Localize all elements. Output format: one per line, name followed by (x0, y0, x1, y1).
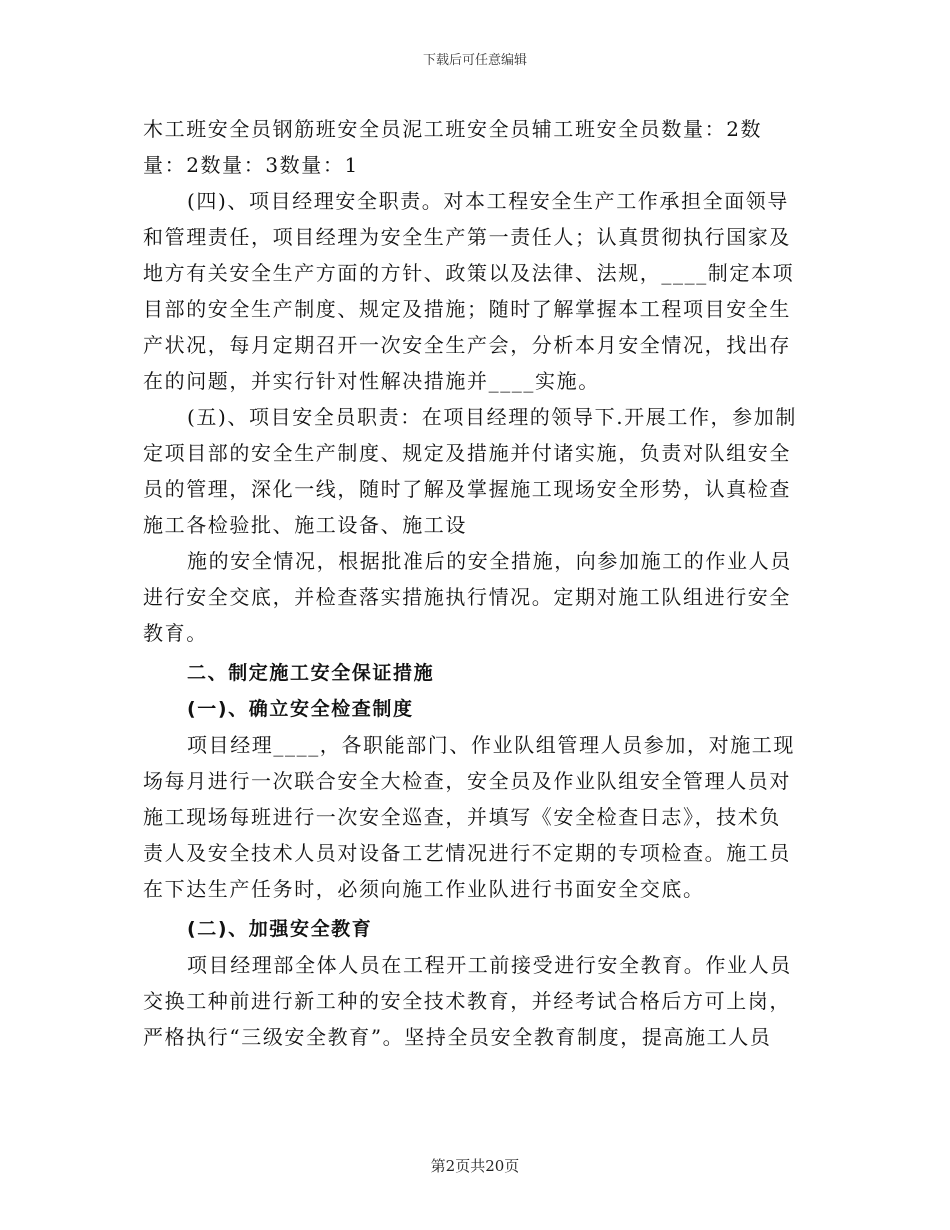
paragraph-start: (五)、项目安全员职责：在项目经理的领导下.开展工作，参加制 (187, 405, 797, 429)
subsection-heading: (一)、确立安全检查制度 (187, 698, 414, 720)
paragraph-start: 项目经理部全体人员在工程开工前接受进行安全教育。作业人员 (187, 953, 792, 977)
body-line: 责人及安全技术人员对设备工艺情况进行不定期的专项检查。施工员 (143, 841, 791, 865)
body-line: 木工班安全员钢筋班安全员泥工班安全员辅工班安全员数量：2数 (143, 117, 763, 141)
body-line: 交换工种前进行新工种的安全技术教育，并经考试合格后方可上岗， (143, 989, 791, 1013)
paragraph-start: (四)、项目经理安全职责。对本工程安全生产工作承担全面领导 (187, 189, 790, 213)
body-line: 严格执行“三级安全教育”。坚持全员安全教育制度，提高施工人员 (143, 1025, 772, 1049)
paragraph-start: 项目经理____，各职能部门、作业队组管理人员参加，对施工现 (187, 733, 795, 757)
section-heading: 二、制定施工安全保证措施 (187, 662, 435, 684)
body-line: 员的管理，深化一线，随时了解及掌握施工现场安全形势，认真检查 (143, 477, 791, 501)
body-line: 场每月进行一次联合安全大检查，安全员及作业队组安全管理人员对 (143, 769, 791, 793)
document-body (143, 111, 813, 1055)
body-line: 施工现场每班进行一次安全巡查，并填写《安全检查日志》，技术负 (143, 805, 781, 829)
body-line: 施工各检验批、施工设备、施工设 (143, 513, 467, 537)
body-line: 量：2数量：3数量：1 (143, 153, 359, 177)
body-line: 进行安全交底，并检查落实措施执行情况。定期对施工队组进行安全 (143, 585, 791, 609)
body-line: 目部的安全生产制度、规定及措施；随时了解掌握本工程项目安全生 (143, 297, 791, 321)
paragraph-start: 施的安全情况，根据批准后的安全措施，向参加施工的作业人员 (187, 549, 792, 573)
body-line: 定项目部的安全生产制度、规定及措施并付诸实施，负责对队组安全 (143, 441, 791, 465)
page-header: 下载后可任意编辑 (422, 53, 527, 68)
subsection-heading: (二)、加强安全教育 (187, 918, 373, 940)
body-line: 产状况，每月定期召开一次安全生产会，分析本月安全情况，找出存 (143, 333, 791, 357)
body-line: 教育。 (143, 621, 208, 645)
body-line: 地方有关安全生产方面的方针、政策以及法律、法规，____制定本项 (143, 261, 795, 285)
page-number: 第2页共20页 (430, 1157, 520, 1175)
body-line: 在的问题，并实行针对性解决措施并____实施。 (143, 369, 600, 393)
body-line: 和管理责任，项目经理为安全生产第一责任人；认真贯彻执行国家及 (143, 225, 791, 249)
body-line: 在下达生产任务时，必须向施工作业队进行书面安全交底。 (143, 877, 705, 901)
